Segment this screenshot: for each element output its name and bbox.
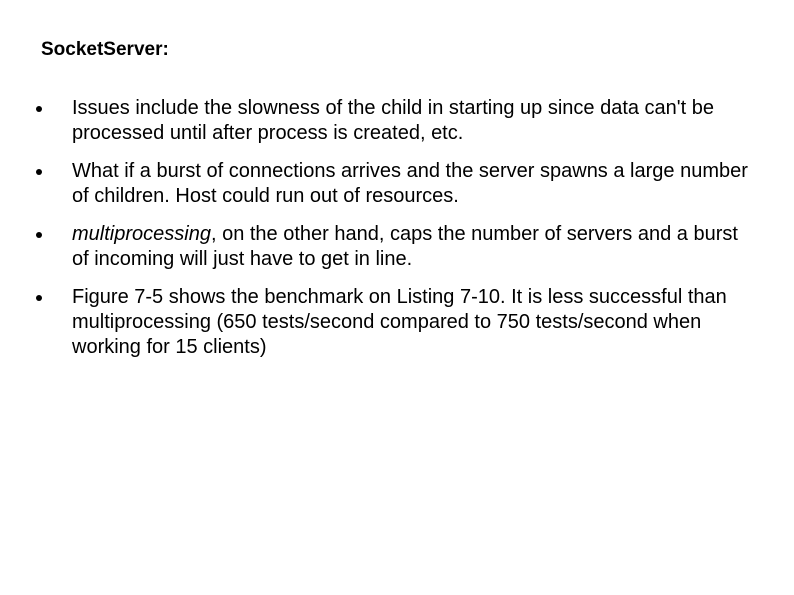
bullet-item — [34, 96, 754, 146]
bullet-text: Figure 7-5 shows the benchmark on Listing 7-10. It is less successful than multiprocessing (650 tests/second compared to 750 tests/second when working for 15 clients) — [72, 286, 727, 358]
bullet-dot-icon — [36, 232, 42, 238]
bullet-text: Issues include the slowness of the child in starting up since data can't be processed until after process is created, etc. — [72, 97, 714, 144]
bullet-dot-icon — [36, 169, 42, 175]
bullet-dot-icon — [36, 295, 42, 301]
bullet-dot-icon — [36, 106, 42, 112]
bullet-item — [34, 285, 754, 360]
emphasized-term: multiprocessing — [72, 223, 211, 245]
bullet-item — [34, 222, 754, 272]
bullet-text: What if a burst of connections arrives and the server spawns a large number of children. Host could run out of resources. — [72, 160, 748, 207]
slide-title: SocketServer: — [41, 39, 169, 60]
bullet-text: , on the other hand, caps the number of servers and a burst of incoming will just have to get in line. — [72, 223, 738, 270]
bullet-list — [34, 96, 754, 373]
bullet-item — [34, 159, 754, 209]
